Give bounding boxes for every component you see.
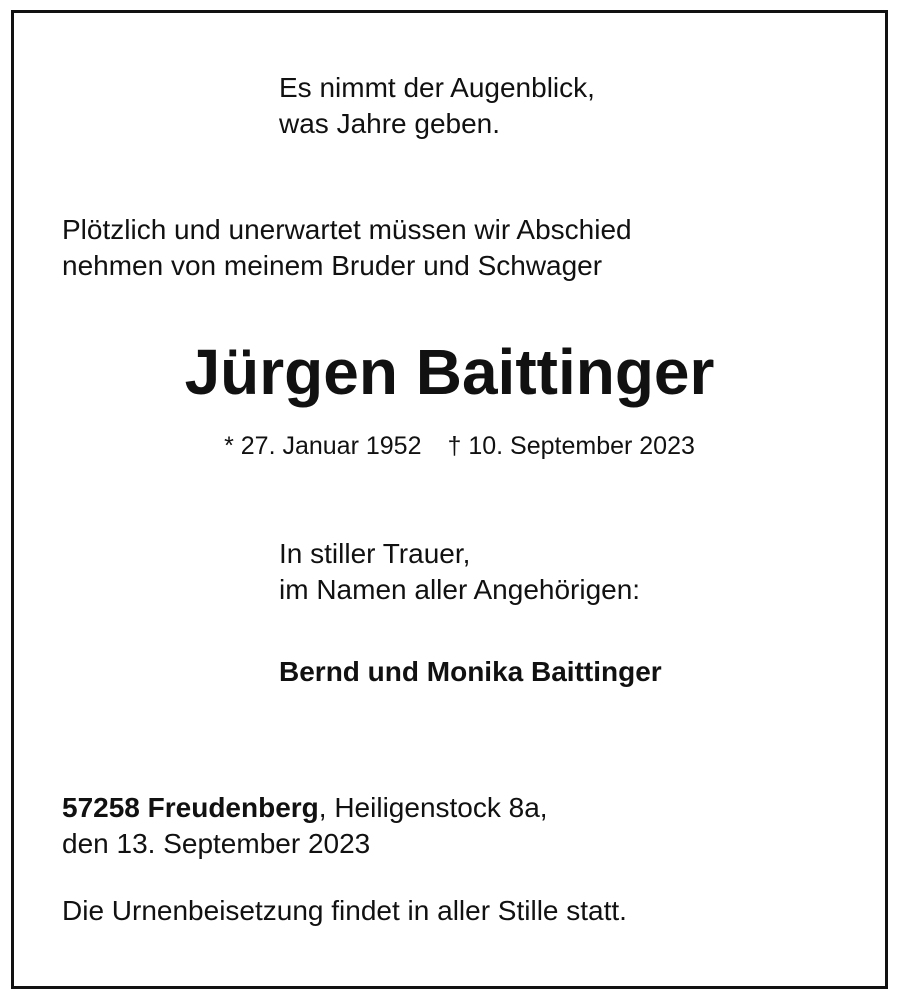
mourners-names: Bernd und Monika Baittinger	[279, 656, 662, 687]
death-date: † 10. September 2023	[447, 432, 695, 460]
address-city: 57258 Freudenberg	[62, 792, 319, 823]
address-date: den 13. September 2023	[62, 828, 371, 859]
burial-note: Die Urnenbeisetzung findet in aller Stille statt.	[62, 895, 627, 926]
mourning-text	[279, 536, 640, 608]
birth-date: * 27. Januar 1952	[224, 432, 422, 460]
mourning-line-1: In stiller Trauer,	[279, 538, 471, 569]
life-dates	[0, 430, 899, 462]
quote	[279, 70, 595, 142]
address-street: , Heiligenstock 8a,	[318, 792, 548, 823]
intro-line-1: Plötzlich und unerwartet müssen wir Abschied	[62, 214, 632, 245]
mourning-line-2: im Namen aller Angehörigen:	[279, 574, 641, 605]
intro-text	[62, 212, 632, 284]
quote-line-1: Es nimmt der Augenblick,	[279, 72, 595, 103]
address	[62, 790, 548, 862]
address-line	[62, 790, 548, 826]
intro-line-2: nehmen von meinem Bruder und Schwager	[62, 250, 603, 281]
deceased-name: Jürgen Baittinger	[184, 336, 715, 408]
quote-line-2: was Jahre geben.	[279, 108, 501, 139]
